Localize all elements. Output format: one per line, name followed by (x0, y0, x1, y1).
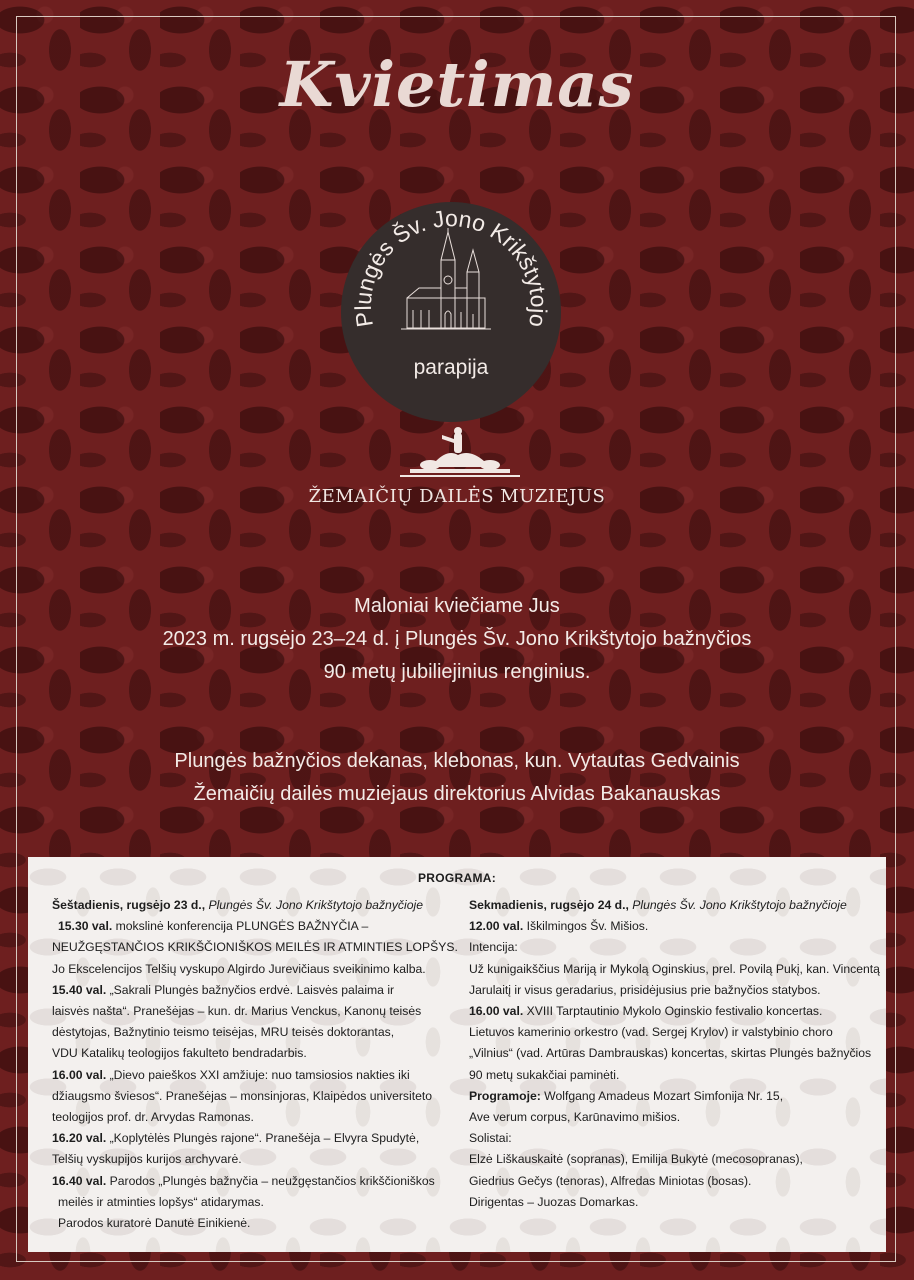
parish-seal (341, 202, 561, 422)
parish-seal-graphic (341, 202, 561, 422)
invitation-text (0, 590, 914, 689)
program-heading: PROGRAMA: (417, 871, 497, 885)
day-label: Sekmadienis, rugsėjo 24 d., (469, 898, 629, 912)
program-text: Intencija: (469, 940, 518, 955)
seal-bottom-text: parapija (413, 356, 489, 379)
program-line (52, 980, 462, 1001)
invitation-line: 2023 m. rugsėjo 23–24 d. į Plungės Šv. Jono Krikštytojo bažnyčios (162, 628, 752, 650)
day-label: Šeštadienis, rugsėjo 23 d., (52, 898, 206, 912)
program-text: Jarulaitį ir visus geradarius, prisidėjusius prie bažnyčios statybos. (469, 982, 821, 997)
signer-line: Plungės bažnyčios dekanas, klebonas, kun. Vytautas Gedvainis (174, 750, 740, 772)
program-line (52, 1149, 462, 1170)
program-text: Solistai: (469, 1131, 512, 1146)
program-line (52, 1086, 462, 1107)
program-text: Už kunigaikščius Mariją ir Mykolą Oginskius, prel. Povilą Pukį, kan. Vincentą (469, 961, 880, 976)
program-text: Jo Ekscelencijos Telšių vyskupo Algirdo Jurevičiaus sveikinimo kalba. (52, 961, 426, 976)
program-line (469, 1001, 869, 1022)
program-text: Dirigentas – Juozas Domarkas. (469, 1194, 639, 1209)
program-text: Wolfgang Amadeus Mozart Simfonija Nr. 15, (540, 1088, 784, 1103)
invitation-line: Maloniai kviečiame Jus (354, 595, 560, 617)
day-place: Plungės Šv. Jono Krikštytojo bažnyčioje (208, 898, 423, 912)
program-line (469, 916, 869, 937)
program-text: teologijos prof. dr. Arvydas Ramonas. (52, 1110, 254, 1125)
program-line (469, 980, 869, 1001)
invitation-line: 90 metų jubiliejinius renginius. (323, 661, 591, 683)
program-text: „Vilnius“ (vad. Artūras Dambrauskas) koncertas, skirtas Plungės bažnyčios (469, 1046, 872, 1061)
program-line (469, 1043, 872, 1064)
museum-sculpture-icon (380, 425, 540, 487)
saturday-heading (52, 895, 462, 916)
program-text: „Dievo paieškos XXI amžiuje: nuo tamsiosios nakties iki (106, 1067, 410, 1082)
program-line (52, 1001, 462, 1022)
program-line (52, 959, 462, 980)
program-text: Iškilmingos Šv. Mišios. (523, 919, 649, 934)
program-line (469, 1171, 869, 1192)
program-line (52, 937, 462, 958)
program-line (52, 1213, 462, 1234)
program-panel (28, 857, 886, 1252)
program-line (469, 1065, 869, 1086)
program-time: Programoje: (469, 1088, 541, 1103)
program-line (52, 1128, 462, 1149)
program-text: Ave verum corpus, Karūnavimo mišios. (469, 1110, 681, 1125)
day-place: Plungės Šv. Jono Krikštytojo bažnyčioje (632, 898, 847, 912)
program-text: dėstytojas, Bažnytinio teismo teisėjas, MRU teisės doktorantas, (52, 1025, 395, 1040)
program-text: „Sakrali Plungės bažnyčios erdvė. Laisvės palaima ir (106, 982, 395, 997)
program-time: 15.30 val. (58, 919, 113, 934)
program-text: mokslinė konferencija PLUNGĖS BAŽNYČIA – (112, 919, 369, 934)
program-line (469, 1149, 869, 1170)
program-line (52, 1022, 462, 1043)
program-time: 16.40 val. (52, 1173, 107, 1188)
program-text: Telšių vyskupijos kurijos archyvarė. (52, 1152, 242, 1167)
program-text: NEUŽGĘSTANČIOS KRIKŠČIONIŠKOS MEILĖS IR ATMINTIES LOPŠYS. (52, 940, 458, 955)
program-line (469, 1107, 869, 1128)
sunday-heading (469, 895, 869, 916)
saturday-column (52, 895, 462, 1234)
program-text: Parodos kuratorė Danutė Einikienė. (58, 1216, 251, 1231)
program-text: Lietuvos kamerinio orkestro (vad. Sergej Krylov) ir valstybinio choro (469, 1025, 833, 1040)
program-time: 16.00 val. (52, 1067, 107, 1082)
program-line (469, 1022, 869, 1043)
program-text: Giedrius Gečys (tenoras), Alfredas Miniotas (bosas). (469, 1173, 752, 1188)
program-text: „Koplytėlės Plungės rajone“. Pranešėja – Elvyra Spudytė, (106, 1131, 420, 1146)
program-line (52, 916, 462, 937)
program-text: XVIII Tarptautinio Mykolo Oginskio festivalio koncertas. (523, 1004, 823, 1019)
seal-arc-text: Plungės Šv. Jono Krikštytojo (349, 205, 553, 330)
museum-name: ŽEMAIČIŲ DAILĖS MUZIEJUS (308, 486, 606, 507)
program-line (469, 1086, 869, 1107)
program-text: meilės ir atminties lopšys“ atidarymas. (58, 1194, 264, 1209)
program-text: Elzė Liškauskaitė (sopranas), Emilija Bukytė (mecosopranas), (469, 1152, 803, 1167)
program-text: 90 metų sukakčiai paminėti. (469, 1067, 620, 1082)
program-time: 16.00 val. (469, 1004, 524, 1019)
program-line (52, 1043, 462, 1064)
page-title: Kvietimas (279, 48, 635, 121)
program-line (52, 1171, 462, 1192)
program-line (469, 959, 880, 980)
signer-line: Žemaičių dailės muziejaus direktorius Alvidas Bakanauskas (193, 783, 721, 805)
program-line (469, 1128, 869, 1149)
program-text: VDU Katalikų teologijos fakulteto bendradarbis. (52, 1046, 307, 1061)
program-time: 15.40 val. (52, 982, 107, 997)
program-text: laisvės našta“. Pranešėjas – kun. dr. Marius Venckus, Kanonų teisės (52, 1004, 422, 1019)
program-line (469, 937, 869, 958)
program-line (52, 1107, 462, 1128)
program-time: 12.00 val. (469, 919, 524, 934)
program-line (469, 1192, 869, 1213)
program-line (52, 1065, 462, 1086)
program-line (52, 1192, 462, 1213)
program-time: 16.20 val. (52, 1131, 107, 1146)
program-text: Parodos „Plungės bažnyčia – neužgęstančios krikščioniškos (106, 1173, 435, 1188)
program-text: džiaugsmo šviesos“. Pranešėjas – monsinjoras, Klaipėdos universiteto (52, 1088, 433, 1103)
church-icon (401, 228, 491, 329)
sunday-column (469, 895, 880, 1213)
signers (0, 745, 914, 811)
